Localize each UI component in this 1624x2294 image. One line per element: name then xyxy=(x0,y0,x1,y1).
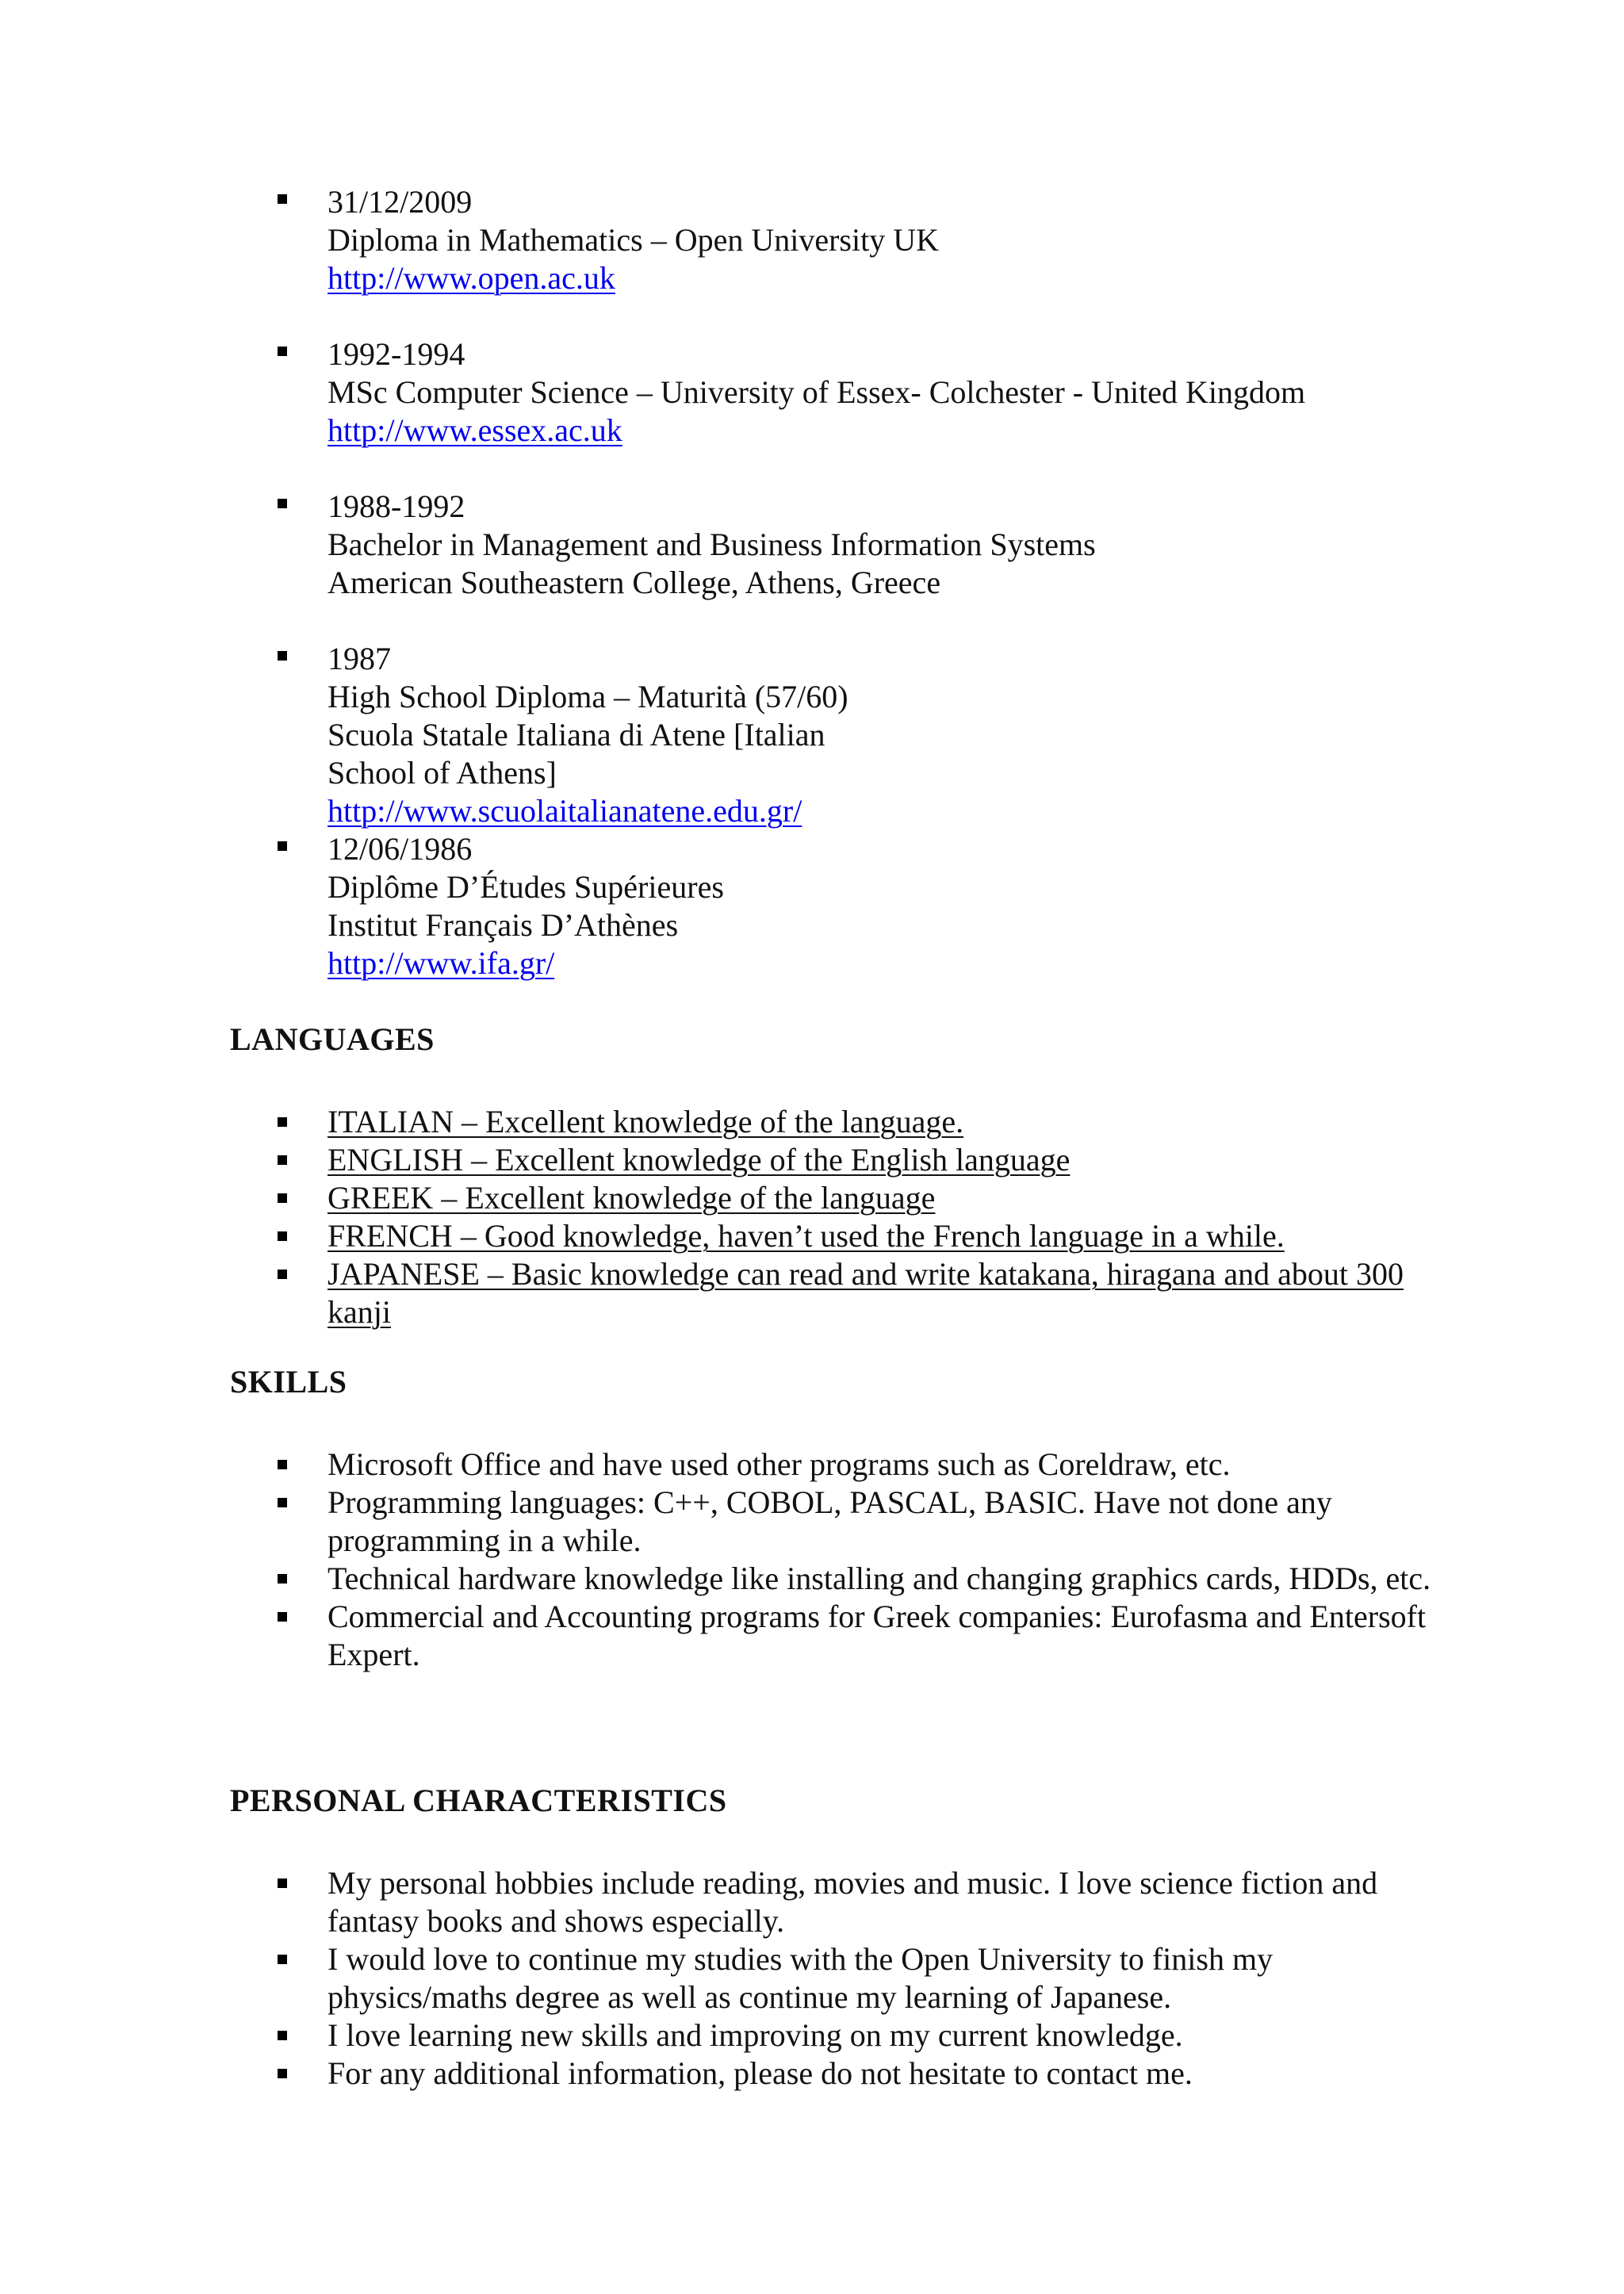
personal-item: I would love to continue my studies with the Open University to finish my physics/maths degree as well as continue my learning of Japanese. xyxy=(327,1941,1274,2015)
skill-item: Microsoft Office and have used other programs such as Coreldraw, etc. xyxy=(327,1446,1231,1482)
bullet-icon xyxy=(278,2031,287,2040)
list-item xyxy=(278,1103,1467,1141)
entry-title: Diploma in Mathematics – Open University UK xyxy=(327,222,939,258)
languages-list xyxy=(278,1103,1467,1331)
entry-title: Bachelor in Management and Business Information Systems xyxy=(327,527,1096,562)
bullet-icon xyxy=(278,1460,287,1469)
personal-item: For any additional information, please do not hesitate to contact me. xyxy=(327,2055,1193,2091)
entry-link[interactable]: http://www.essex.ac.uk xyxy=(327,412,622,448)
entry-date: 31/12/2009 xyxy=(327,184,473,220)
list-item xyxy=(278,1484,1467,1560)
language-item: FRENCH – Good knowledge, haven’t used the French language in a while. xyxy=(327,1218,1285,1254)
list-item xyxy=(278,1940,1467,2016)
bullet-icon xyxy=(278,1270,287,1279)
skills-heading: SKILLS xyxy=(230,1364,347,1400)
skill-item: Technical hardware knowledge like installing and changing graphics cards, HDDs, etc. xyxy=(327,1561,1431,1596)
entry-title: Diplôme D’Études Supérieures xyxy=(327,869,724,905)
entry-title: High School Diploma – Maturità (57/60) xyxy=(327,679,848,714)
bullet-icon xyxy=(278,347,287,356)
list-item xyxy=(278,1864,1467,1940)
skills-list xyxy=(278,1446,1467,1674)
bullet-icon xyxy=(278,1117,287,1127)
entry-text xyxy=(327,488,1469,602)
languages-heading: LANGUAGES xyxy=(230,1021,435,1057)
entry-date: 1988-1992 xyxy=(327,488,465,524)
personal-list xyxy=(278,1864,1467,2093)
list-item xyxy=(278,1446,1467,1484)
entry-title: MSc Computer Science – University of Essex- Colchester - United Kingdom xyxy=(327,374,1306,410)
language-item: ITALIAN – Excellent knowledge of the language. xyxy=(327,1104,964,1139)
list-item xyxy=(278,2016,1467,2055)
language-item: ENGLISH – Excellent knowledge of the English language xyxy=(327,1142,1071,1178)
bullet-icon xyxy=(278,1574,287,1584)
entry-text xyxy=(327,640,1469,830)
language-item: JAPANESE – Basic knowledge can read and write katakana, hiragana and about 300 kanji xyxy=(327,1256,1404,1330)
personal-item: I love learning new skills and improving on my current knowledge. xyxy=(327,2017,1183,2053)
language-item: GREEK – Excellent knowledge of the language xyxy=(327,1180,936,1216)
skill-item: Commercial and Accounting programs for Greek companies: Eurofasma and Entersoft Expert. xyxy=(327,1599,1427,1672)
list-item xyxy=(278,1141,1467,1179)
bullet-icon xyxy=(278,1193,287,1203)
bullet-icon xyxy=(278,1955,287,1964)
list-item xyxy=(278,1217,1467,1255)
entry-text xyxy=(327,183,1469,297)
bullet-icon xyxy=(278,841,287,851)
bullet-icon xyxy=(278,499,287,508)
entry-date: 1987 xyxy=(327,641,391,676)
entry-institution: Scuola Statale Italiana di Atene [Italian xyxy=(327,717,825,753)
bullet-icon xyxy=(278,1612,287,1622)
entry-text xyxy=(327,335,1469,450)
bullet-icon xyxy=(278,1878,287,1888)
entry-text xyxy=(327,830,1469,982)
bullet-icon xyxy=(278,1498,287,1507)
personal-heading: PERSONAL CHARACTERISTICS xyxy=(230,1783,727,1818)
bullet-icon xyxy=(278,651,287,661)
entry-institution: American Southeastern College, Athens, Greece xyxy=(327,565,941,600)
entry-date: 1992-1994 xyxy=(327,336,465,372)
list-item xyxy=(278,2055,1467,2093)
entry-link[interactable]: http://www.open.ac.uk xyxy=(327,260,615,296)
list-item xyxy=(278,1255,1467,1331)
entry-date: 12/06/1986 xyxy=(327,831,473,867)
entry-link[interactable]: http://www.ifa.gr/ xyxy=(327,945,555,981)
list-item xyxy=(278,1598,1467,1674)
entry-institution: Institut Français D’Athènes xyxy=(327,907,679,943)
list-item xyxy=(278,1179,1467,1217)
skill-item: Programming languages: C++, COBOL, PASCAL, BASIC. Have not done any programming in a while. xyxy=(327,1484,1332,1558)
bullet-icon xyxy=(278,1155,287,1165)
bullet-icon xyxy=(278,194,287,204)
list-item xyxy=(278,1560,1467,1598)
personal-item: My personal hobbies include reading, movies and music. I love science fiction and fantasy books and shows especially. xyxy=(327,1865,1378,1939)
entry-institution: School of Athens] xyxy=(327,755,557,791)
entry-link[interactable]: http://www.scuolaitalianatene.edu.gr/ xyxy=(327,793,802,829)
bullet-icon xyxy=(278,1231,287,1241)
bullet-icon xyxy=(278,2069,287,2078)
